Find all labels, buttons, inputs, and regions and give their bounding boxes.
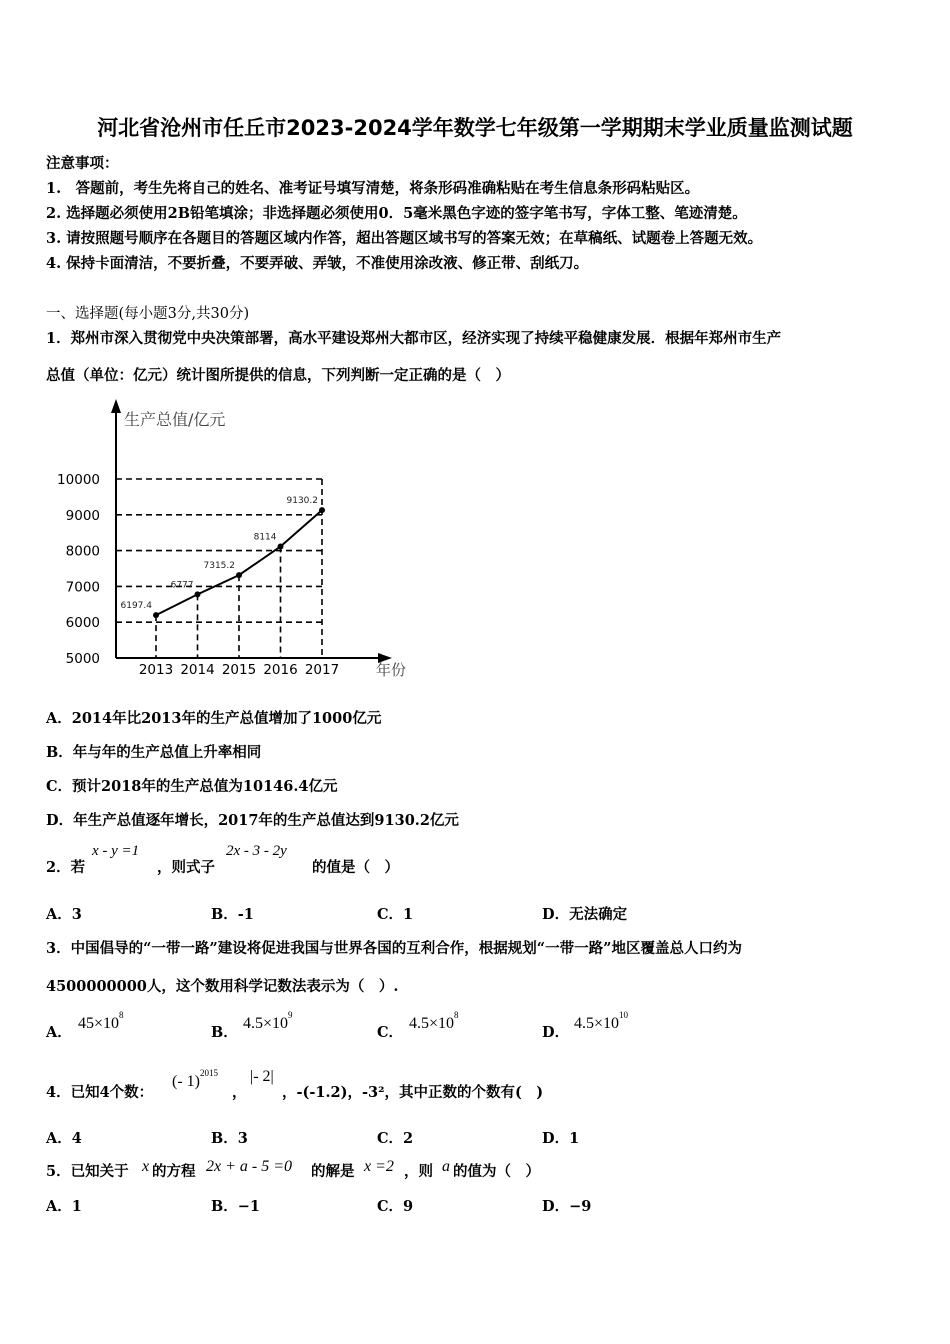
notice-item: 3. 请按照题号顺序在各题目的答题区域内作答，超出答题区域书写的答案无效；在草稿纸、试题卷上答题无效。 — [46, 230, 763, 247]
q4-option-c[interactable]: C．2 — [377, 1130, 414, 1147]
q4-option-b[interactable]: B．3 — [211, 1130, 248, 1147]
data-label: 8114 — [253, 532, 277, 543]
y-tick-label: 9000 — [65, 507, 100, 524]
q2-option-b[interactable]: B．-1 — [211, 906, 254, 923]
q2-prefix: 2．若 — [46, 859, 86, 876]
q1-option-c[interactable]: C．预计2018年的生产总值为10146.4亿元 — [46, 778, 338, 795]
q2-option-d[interactable]: D．无法确定 — [542, 906, 628, 923]
data-label: 6777 — [170, 580, 194, 591]
q4-option-d[interactable]: D．1 — [542, 1130, 580, 1147]
q1-option-d[interactable]: D．年生产总值逐年增长，2017年的生产总值达到9130.2亿元 — [46, 812, 459, 829]
x-tick-label: 2014 — [180, 662, 215, 678]
notice-item: 2. 选择题必须使用2B铅笔填涂；非选择题必须使用0．5毫米黑色字迹的签字笔书写，字体工整、笔迹清楚。 — [46, 205, 747, 222]
q2-option-a[interactable]: A．3 — [46, 906, 82, 923]
data-point — [236, 572, 242, 578]
q3-option-d-label[interactable]: D． — [542, 1024, 570, 1041]
x-axis-label: 年份 — [376, 661, 407, 679]
y-axis-label: 生产总值/亿元 — [124, 410, 226, 429]
data-label: 6197.4 — [120, 601, 152, 612]
q1-option-a[interactable]: A．2014年比2013年的生产总值增加了1000亿元 — [46, 710, 382, 727]
y-tick-label: 8000 — [65, 543, 100, 560]
q1-option-b[interactable]: B．年与年的生产总值上升率相同 — [46, 744, 262, 761]
q2-suffix: 的值是（ ） — [312, 859, 399, 876]
q4-rest: ，-(-1.2)，-3²，其中正数的个数有( ) — [282, 1084, 544, 1101]
q1-stem-line2: 总值（单位：亿元）统计图所提供的信息，下列判断一定正确的是（ ） — [46, 367, 510, 384]
q5-prefix: 5．已知关于 — [46, 1163, 129, 1180]
x-tick-label: 2017 — [304, 662, 340, 678]
q3-option-c-value[interactable]: $4.5\times 10^8$ — [409, 1010, 459, 1032]
q5-equation: 2x + a - 5 =0 — [206, 1158, 293, 1175]
q5-mid1: 的方程 — [152, 1163, 196, 1180]
x-tick-label: 2016 — [263, 662, 298, 678]
q5-suffix: 的值为（ ） — [453, 1163, 540, 1180]
q3-stem-line1: 3．中国倡导的“一带一路”建设将促进我国与世界各国的互利合作，根据规划“一带一路”地区覆盖总人口约为 — [46, 940, 742, 957]
q2-expression: 2x - 3 - 2y — [226, 843, 287, 859]
y-tick-label: 10000 — [57, 472, 100, 488]
data-point — [195, 591, 201, 597]
y-tick-label: 7000 — [65, 579, 100, 596]
notice-item: 1. 答题前，考生先将自己的姓名、准考证号填写清楚，将条形码准确粘贴在考生信息条形码粘贴区。 — [46, 180, 700, 197]
q4-prefix: 4．已知4个数： — [46, 1084, 154, 1101]
q5-mid3: ，则 — [404, 1163, 433, 1180]
data-point — [278, 544, 284, 550]
q2-condition: x - y =1 — [92, 843, 140, 859]
q5-option-b[interactable]: B．−1 — [211, 1198, 260, 1215]
q4-option-a[interactable]: A．4 — [46, 1130, 82, 1147]
q5-a-variable: a — [442, 1158, 450, 1175]
q5-option-a[interactable]: A．1 — [46, 1198, 82, 1215]
q3-option-d-value[interactable]: $4.5\times 10^{10}$ — [574, 1010, 629, 1032]
data-label: 9130.2 — [286, 496, 318, 507]
q2-option-c[interactable]: C．1 — [377, 906, 414, 923]
q3-option-a-value[interactable]: $45\times 10^8$ — [78, 1010, 124, 1032]
q3-option-c-label[interactable]: C． — [377, 1024, 404, 1041]
x-tick-label: 2015 — [221, 662, 257, 678]
x-tick-label: 2013 — [138, 662, 174, 678]
data-point — [153, 612, 159, 618]
q5-variable: x — [142, 1158, 150, 1175]
q4-number-2: |- 2| — [250, 1068, 274, 1085]
q3-option-a-label[interactable]: A． — [46, 1024, 72, 1041]
data-label: 7315.2 — [203, 561, 235, 572]
q5-option-c[interactable]: C．9 — [377, 1198, 414, 1215]
notice-item: 4. 保持卡面清洁，不要折叠，不要弄破、弄皱，不准使用涂改液、修正带、刮纸刀。 — [46, 255, 589, 272]
q3-option-b-value[interactable]: $4.5\times 10^9$ — [243, 1010, 293, 1032]
notice-heading: 注意事项： — [46, 155, 119, 172]
q3-option-b-label[interactable]: B． — [211, 1024, 238, 1041]
y-tick-label: 6000 — [65, 615, 100, 632]
q5-solution: x =2 — [364, 1158, 394, 1175]
q5-mid2: 的解是 — [311, 1163, 355, 1180]
q3-stem-line2: 4500000000人，这个数用科学记数法表示为（ ）. — [46, 978, 399, 995]
q2-mid: ，则式子 — [157, 859, 215, 876]
q4-separator: ， — [232, 1084, 247, 1101]
data-point — [319, 507, 325, 513]
gdp-line-chart — [40, 395, 440, 695]
y-axis-arrow — [111, 399, 121, 413]
y-tick-label: 5000 — [65, 651, 100, 667]
page-title: 河北省沧州市任丘市2023-2024学年数学七年级第一学期期末学业质量监测试题 — [97, 116, 853, 140]
q5-option-d[interactable]: D．−9 — [542, 1198, 592, 1215]
q1-stem-line1: 1．郑州市深入贯彻党中央决策部署，高水平建设郑州大都市区，经济实现了持续平稳健康发展．根据年郑州市生产 — [46, 330, 782, 347]
section-heading: 一、选择题(每小题3分,共30分) — [46, 306, 250, 322]
q4-number-1: (- 1)$^{2015}$ — [172, 1068, 218, 1090]
